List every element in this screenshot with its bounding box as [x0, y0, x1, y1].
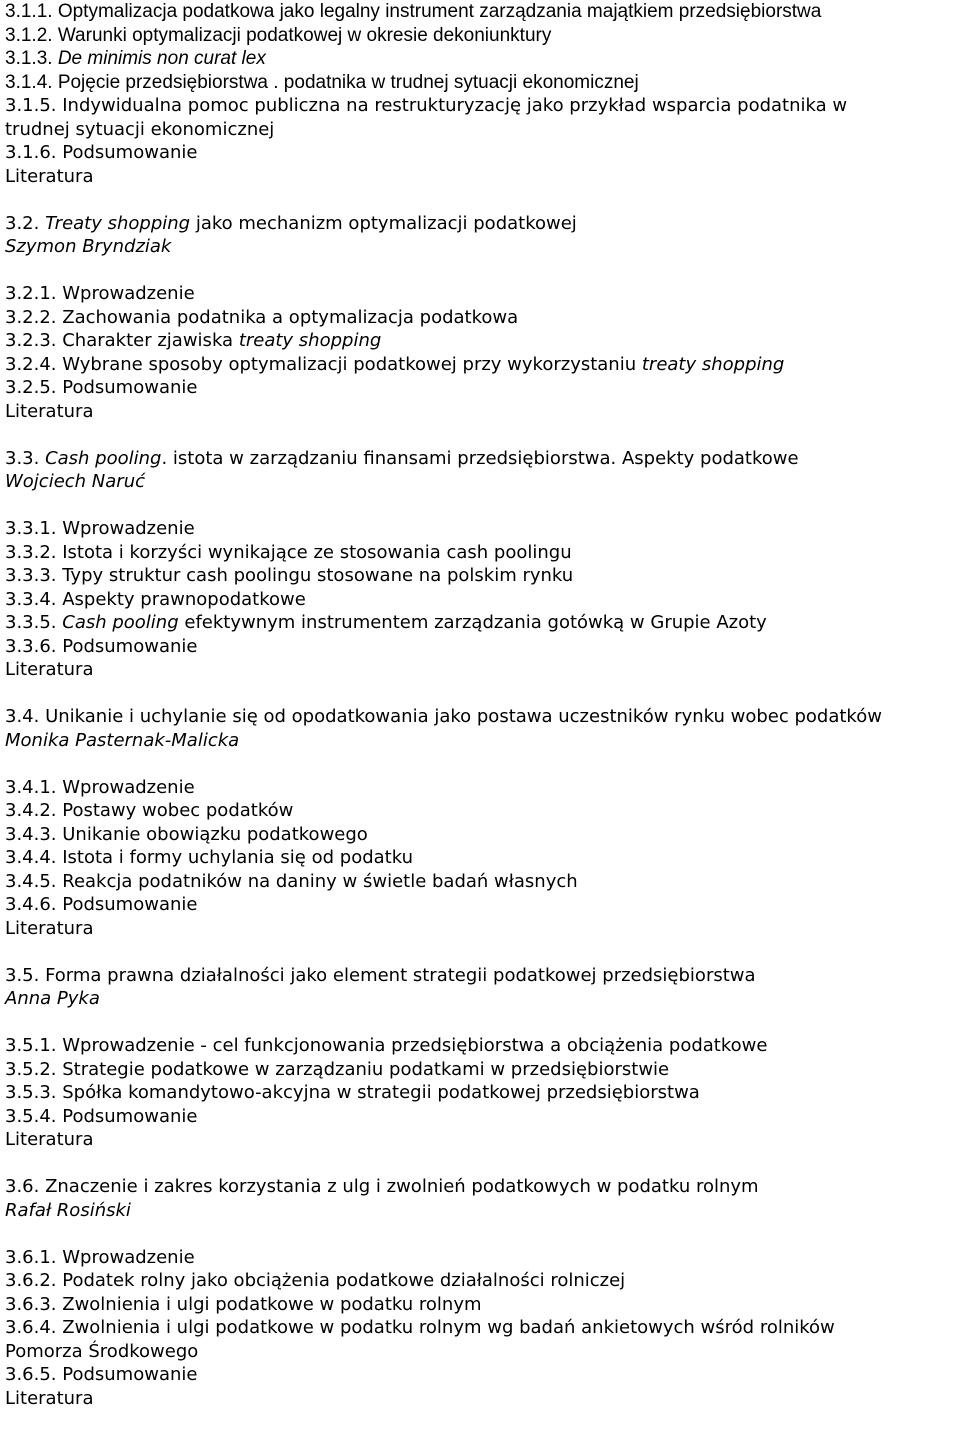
toc-entry-3-6-5: 3.6.5. Podsumowanie [5, 1364, 198, 1385]
spacer [5, 1222, 956, 1246]
toc-text: 3.2.3. Charakter zjawiska [5, 330, 239, 351]
toc-entry-3-1-1: 3.1.1. Optymalizacja podatkowa jako legalny instrument zarządzania majątkiem przedsiębiorstwa [5, 1, 822, 22]
toc-text-italic: Cash pooling [62, 612, 179, 633]
author-name: Wojciech Naruć [5, 471, 146, 492]
toc-section-3-4: 3.4. Unikanie i uchylanie się od opodatkowania jako postawa uczestników rynku wobec podatków [5, 706, 882, 727]
toc-text: 3.2.4. Wybrane sposoby optymalizacji podatkowej przy wykorzystaniu [5, 353, 642, 375]
toc-entry-3-3-2: 3.3.2. Istota i korzyści wynikające ze stosowania cash poolingu [5, 541, 572, 563]
toc-number: 3.2. [5, 212, 46, 234]
toc-entry-3-3-6: 3.3.6. Podsumowanie [5, 635, 198, 657]
literature-3-1: Literatura [5, 165, 94, 187]
toc-entry-3-4-3: 3.4.3. Unikanie obowiązku podatkowego [5, 823, 368, 845]
toc-entry-3-2-1: 3.2.1. Wprowadzenie [5, 283, 195, 304]
spacer [5, 940, 956, 964]
toc-entry-3-5-4: 3.5.4. Podsumowanie [5, 1105, 198, 1127]
toc-entry-3-3-4: 3.3.4. Aspekty prawnopodatkowe [5, 588, 306, 610]
spacer [5, 259, 956, 283]
toc-entry-3-1-3 [5, 47, 956, 71]
toc-entry-3-6-4: 3.6.4. Zwolnienia i ulgi podatkowe w podatku rolnym wg badań ankietowych wśród rolników [5, 1317, 835, 1338]
spacer [5, 494, 956, 518]
toc-entry-3-5-1: 3.5.1. Wprowadzenie - cel funkcjonowania przedsiębiorstwa a obciążenia podatkowe [5, 1035, 768, 1056]
toc-title-rest: . istota w zarządzaniu finansami przedsiębiorstwa. Aspekty podatkowe [161, 447, 799, 469]
toc-section-3-5: 3.5. Forma prawna działalności jako element strategii podatkowej przedsiębiorstwa [5, 964, 756, 986]
literature-3-2: Literatura [5, 400, 94, 422]
author-3-2 [5, 235, 956, 259]
toc-entry-3-6-3: 3.6.3. Zwolnienia i ulgi podatkowe w podatku rolnym [5, 1293, 482, 1315]
toc-entry-3-6-4-cont: Pomorza Środkowego [5, 1340, 199, 1362]
toc-entry-3-1-4: 3.1.4. Pojęcie przedsiębiorstwa . podatnika w trudnej sytuacji ekonomicznej [5, 71, 639, 93]
toc-entry-3-4-2: 3.4.2. Postawy wobec podatków [5, 800, 294, 821]
author-name: Rafał Rosiński [5, 1199, 131, 1221]
spacer [5, 1152, 956, 1176]
toc-entry-3-6-2: 3.6.2. Podatek rolny jako obciążenia podatkowe działalności rolniczej [5, 1270, 626, 1291]
toc-entry-3-3-5 [5, 611, 956, 635]
toc-entry-3-4-6: 3.4.6. Podsumowanie [5, 894, 198, 915]
toc-title-italic: Cash pooling [45, 447, 162, 469]
spacer [5, 188, 956, 212]
toc-entry-3-6-1: 3.6.1. Wprowadzenie [5, 1246, 195, 1268]
toc-entry-3-2-3 [5, 329, 956, 353]
author-3-5 [5, 987, 956, 1011]
toc-section-3-3 [5, 447, 956, 471]
author-name: Anna Pyka [5, 988, 100, 1009]
toc-text-italic: treaty shopping [641, 353, 785, 375]
toc-entry-3-2-4 [5, 353, 956, 377]
toc-entry-3-4-4: 3.4.4. Istota i formy uchylania się od podatku [5, 847, 413, 868]
toc-number: 3.1.3. [5, 48, 58, 69]
toc-entry-3-4-5: 3.4.5. Reakcja podatników na daniny w świetle badań własnych [5, 870, 578, 892]
toc-text: efektywnym instrumentem zarządzania gotówką w Grupie Azoty [178, 612, 767, 633]
toc-entry-3-1-5: 3.1.5. Indywidualna pomoc publiczna na restrukturyzację jako przykład wsparcia podatnika w [5, 95, 848, 116]
toc-entry-3-5-2: 3.5.2. Strategie podatkowe w zarządzaniu podatkami w przedsiębiorstwie [5, 1058, 670, 1080]
toc-entry-3-1-6: 3.1.6. Podsumowanie [5, 142, 198, 163]
author-3-4 [5, 729, 956, 753]
toc-section-3-6: 3.6. Znaczenie i zakres korzystania z ulg i zwolnień podatkowych w podatku rolnym [5, 1176, 759, 1197]
toc-entry-3-5-3: 3.5.3. Spółka komandytowo-akcyjna w strategii podatkowej przedsiębiorstwa [5, 1082, 700, 1103]
toc-text-italic: treaty shopping [238, 330, 382, 351]
toc-entry-3-1-2: 3.1.2. Warunki optymalizacji podatkowej w okresie dekoniunktury [5, 24, 552, 46]
toc-entry-3-4-1: 3.4.1. Wprowadzenie [5, 776, 195, 798]
literature-3-3: Literatura [5, 659, 94, 680]
literature-3-4: Literatura [5, 917, 94, 939]
toc-entry-3-2-5: 3.2.5. Podsumowanie [5, 377, 198, 398]
literature-3-6: Literatura [5, 1387, 94, 1409]
spacer [5, 752, 956, 776]
toc-title-italic: Treaty shopping [45, 212, 191, 234]
toc-number: 3.3.5. [5, 612, 63, 633]
toc-title-rest: jako mechanizm optymalizacji podatkowej [190, 212, 577, 234]
author-3-3 [5, 470, 956, 494]
spacer [5, 682, 956, 706]
toc-entry-3-2-2: 3.2.2. Zachowania podatnika a optymalizacja podatkowa [5, 306, 519, 328]
spacer [5, 423, 956, 447]
toc-title-italic: De minimis non curat lex [57, 48, 266, 69]
toc-entry-3-1-5-cont: trudnej sytuacji ekonomicznej [5, 118, 275, 140]
toc-number: 3.3. [5, 447, 46, 469]
toc-section-3-2 [5, 212, 956, 236]
spacer [5, 1011, 956, 1035]
author-3-6 [5, 1199, 956, 1223]
toc-entry-3-3-1: 3.3.1. Wprowadzenie [5, 518, 195, 539]
author-name: Monika Pasternak-Malicka [5, 729, 240, 751]
author-name: Szymon Bryndziak [5, 236, 172, 257]
toc-entry-3-3-3: 3.3.3. Typy struktur cash poolingu stosowane na polskim rynku [5, 565, 574, 586]
literature-3-5: Literatura [5, 1129, 94, 1150]
